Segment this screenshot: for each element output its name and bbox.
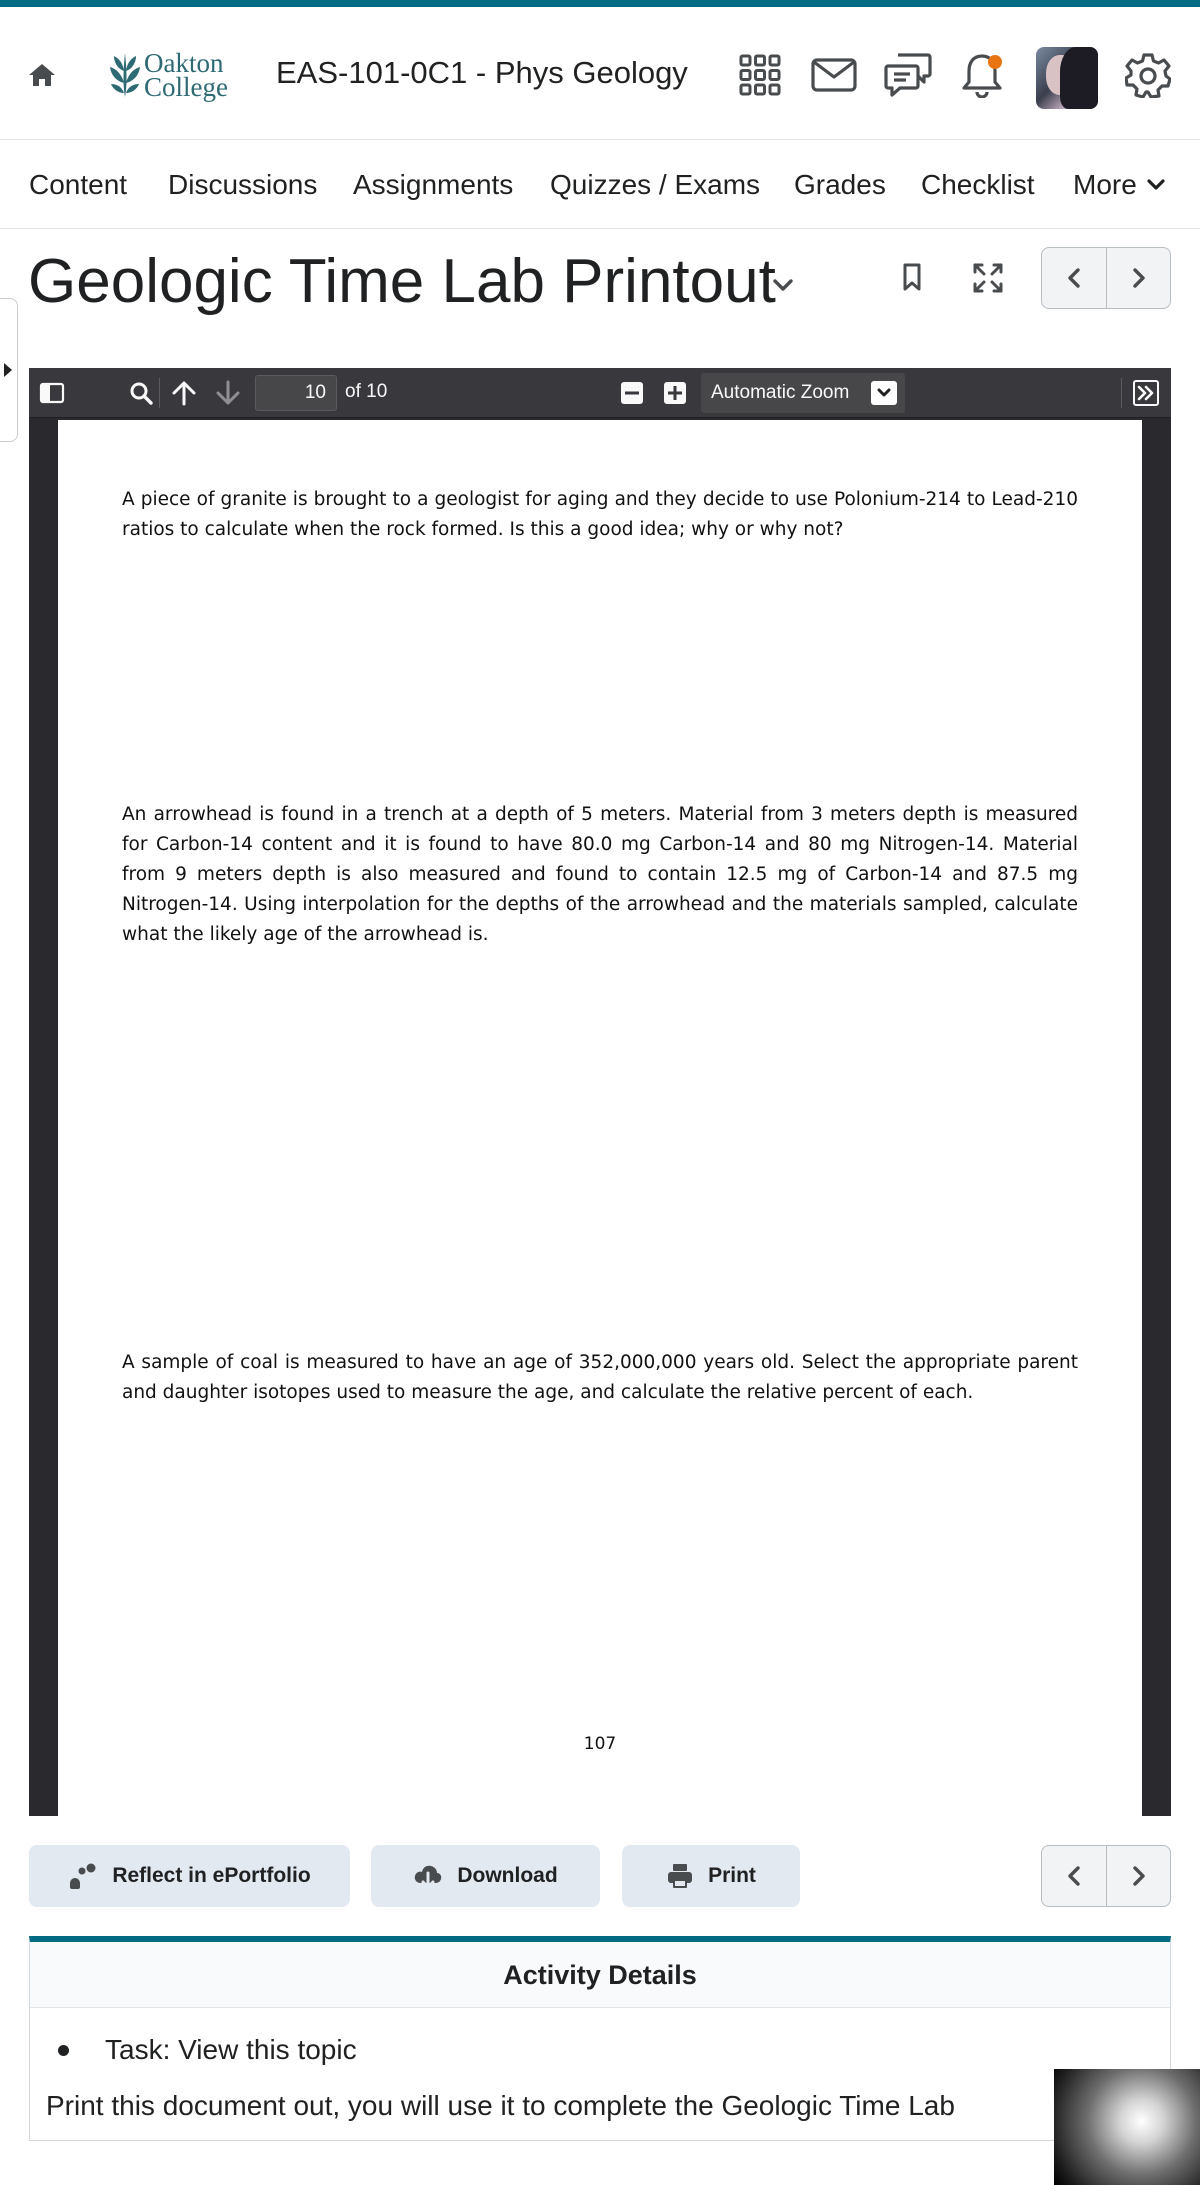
top-header — [0, 7, 1200, 140]
topic-pager-bottom — [1041, 1845, 1171, 1907]
zoom-out-icon[interactable] — [617, 378, 647, 408]
chevron-down-icon — [1147, 179, 1165, 191]
notification-badge — [988, 55, 1002, 69]
download-button[interactable] — [371, 1845, 600, 1907]
question-1-text: A piece of granite is brought to a geologist for aging and they decide to use Polonium-214 to Lead-210 ratios to calculate when the rock formed. Is this a good idea; why or why not? — [122, 489, 1078, 540]
bullet-icon — [58, 2045, 69, 2056]
download-label: Download — [457, 1864, 558, 1887]
oakton-logo[interactable] — [108, 45, 228, 105]
zoom-select-value: Automatic Zoom — [711, 382, 850, 403]
bookmark-icon[interactable] — [900, 262, 924, 292]
task-label: Task: View this topic — [105, 2034, 357, 2065]
logo-line-1: Oakton — [144, 48, 224, 78]
nav-more-label: More — [1073, 169, 1137, 200]
logo-line-2: College — [144, 72, 228, 102]
search-icon[interactable] — [126, 378, 156, 408]
tools-menu-icon[interactable] — [1131, 378, 1161, 408]
task-item — [58, 2034, 357, 2066]
pdf-toolbar — [29, 368, 1171, 418]
previous-topic-button[interactable] — [1042, 248, 1106, 308]
nav-grades[interactable]: Grades — [794, 169, 886, 200]
next-topic-button[interactable] — [1106, 248, 1170, 308]
reflect-label: Reflect in ePortfolio — [112, 1864, 311, 1887]
home-icon[interactable] — [26, 59, 58, 91]
toolbar-separator — [159, 378, 160, 408]
nav-content[interactable]: Content — [29, 169, 128, 200]
corner-glow-overlay — [1054, 2069, 1200, 2185]
activity-details-panel — [29, 1936, 1171, 2141]
logo-wordmark — [144, 48, 228, 102]
nav-assignments[interactable]: Assignments — [353, 169, 514, 200]
zoom-in-icon[interactable] — [660, 378, 690, 408]
mail-icon[interactable] — [810, 51, 858, 99]
chevron-left-icon — [1066, 1865, 1082, 1887]
topic-pager-top — [1041, 247, 1171, 309]
brand-stripe — [0, 0, 1200, 7]
activity-description: Print this document out, you will use it to complete the Geologic Time Lab — [46, 2090, 955, 2121]
title-options-chevron-icon[interactable] — [770, 272, 796, 298]
zoom-select[interactable] — [701, 373, 905, 413]
nav-discussions[interactable]: Discussions — [168, 169, 318, 200]
chevron-left-icon — [1066, 267, 1082, 289]
leaf-logo-icon — [108, 47, 142, 101]
chat-icon[interactable] — [884, 51, 932, 99]
chevron-down-icon — [871, 381, 897, 405]
next-topic-button[interactable] — [1106, 1846, 1170, 1906]
page-number-input[interactable]: 10 — [255, 375, 337, 411]
avatar-hair — [1060, 47, 1098, 109]
waffle-grid-icon[interactable] — [736, 51, 784, 99]
bell-icon[interactable] — [958, 51, 1006, 99]
reflect-eportfolio-button[interactable] — [29, 1845, 350, 1907]
cloud-download-icon — [413, 1862, 443, 1890]
gear-icon[interactable] — [1124, 51, 1172, 99]
side-panel-toggle[interactable] — [0, 298, 18, 442]
expand-arrow-icon — [4, 363, 12, 377]
next-page-icon[interactable] — [213, 378, 243, 408]
page-count-label: of 10 — [345, 381, 388, 402]
page-title: Geologic Time Lab Printout — [28, 247, 776, 316]
pdf-page-number: 107 — [583, 1734, 617, 1754]
chevron-right-icon — [1131, 267, 1147, 289]
fullscreen-icon[interactable] — [972, 262, 1004, 294]
pdf-viewer — [29, 368, 1171, 1816]
sidebar-toggle-icon[interactable] — [37, 378, 67, 408]
previous-page-icon[interactable] — [169, 378, 199, 408]
question-3-text: A sample of coal is measured to have an age of 352,000,000 years old. Select the appropriate parent and daughter isotopes used to measure the age, and calculate the relative percent of each. — [122, 1352, 1078, 1403]
course-navbar — [0, 141, 1200, 229]
activity-details-heading: Activity Details — [30, 1942, 1170, 2008]
question-2-text: An arrowhead is found in a trench at a depth of 5 meters. Material from 3 meters depth is measured for Carbon-14 content and it is found to have 80.0 mg Carbon-14 and 80 mg Nitrogen-14. Material from 9 meters depth is also measured and found to contain 12.5 mg of Carbon-14 and 87.5 mg Nitrogen-14. Using interpolation for the depths of the arrowhead and the materials sampled, calculate what the likely age of the arrowhead is. — [122, 804, 1078, 945]
nav-more-menu[interactable] — [1073, 169, 1165, 201]
nav-checklist[interactable]: Checklist — [921, 169, 1035, 200]
course-title[interactable]: EAS-101-0C1 - Phys Geology — [276, 55, 688, 90]
nav-quizzes-exams[interactable]: Quizzes / Exams — [550, 169, 761, 200]
print-label: Print — [708, 1864, 756, 1887]
print-button[interactable] — [622, 1845, 800, 1907]
eportfolio-icon — [68, 1862, 98, 1890]
printer-icon — [666, 1862, 694, 1890]
toolbar-separator — [1121, 378, 1122, 408]
avatar[interactable] — [1036, 47, 1098, 109]
pdf-page — [58, 420, 1142, 1816]
chevron-right-icon — [1131, 1865, 1147, 1887]
previous-topic-button[interactable] — [1042, 1846, 1106, 1906]
